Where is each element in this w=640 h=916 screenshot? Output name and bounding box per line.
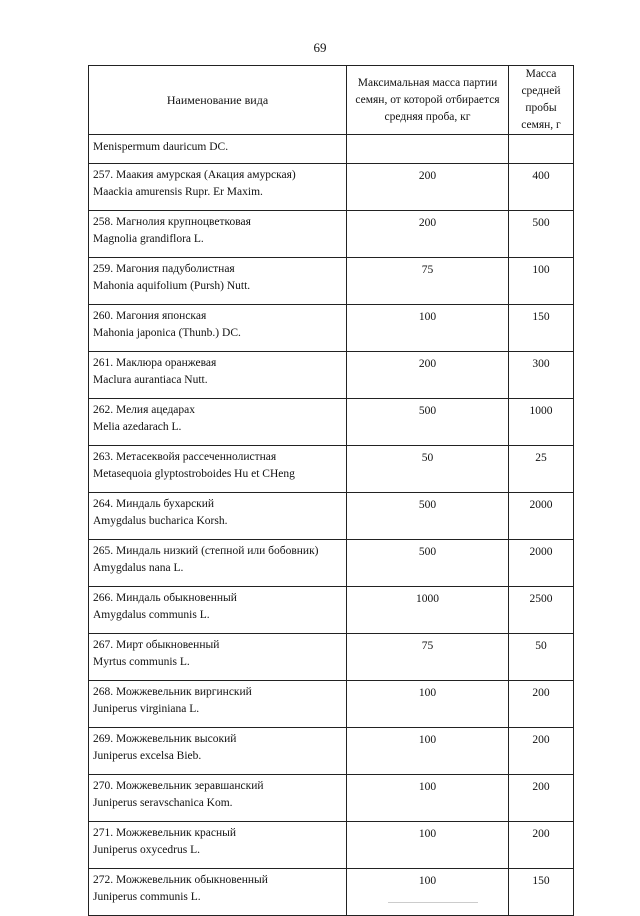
max-batch-mass-cell: 75: [347, 258, 509, 305]
species-name-cell: [89, 135, 347, 164]
species-name-ru: 257. Маакия амурская (Акация амурская): [93, 169, 296, 181]
species-name-cell: [89, 446, 347, 493]
species-name-cell: [89, 728, 347, 775]
species-name-cell: [89, 493, 347, 540]
sample-mass-cell: 1000: [509, 399, 574, 446]
scan-mark: [388, 902, 478, 903]
species-name-lat: Juniperus excelsa Bieb.: [93, 750, 202, 762]
species-name-ru: 265. Миндаль низкий (степной или бобовник): [93, 545, 319, 557]
species-name-cell: [89, 305, 347, 352]
species-name-lat: Juniperus seravschanica Kom.: [93, 797, 233, 809]
sample-mass-cell: 150: [509, 305, 574, 352]
species-name-ru: 260. Магония японская: [93, 310, 207, 322]
table-row: [89, 540, 574, 587]
header-sample-mass: Масса средней пробы семян, г: [509, 66, 574, 135]
max-batch-mass-cell: 100: [347, 775, 509, 822]
seed-sampling-table: [88, 65, 574, 916]
species-name-lat: Magnolia grandiflora L.: [93, 233, 204, 245]
max-batch-mass-cell: [347, 135, 509, 164]
species-name-ru: 263. Метасеквойя рассеченнолистная: [93, 451, 277, 463]
species-name-ru: 270. Можжевельник зеравшанский: [93, 780, 264, 792]
sample-mass-cell: 50: [509, 634, 574, 681]
sample-mass-cell: 200: [509, 775, 574, 822]
table-row: [89, 135, 574, 164]
table-row: [89, 399, 574, 446]
species-name-ru: 268. Можжевельник виргинский: [93, 686, 252, 698]
table-header-row: [89, 66, 574, 135]
species-name-lat: Melia azedarach L.: [93, 421, 182, 433]
table-body: [89, 135, 574, 916]
max-batch-mass-cell: 1000: [347, 587, 509, 634]
species-name-cell: [89, 211, 347, 258]
sample-mass-cell: 200: [509, 822, 574, 869]
species-name-cell: [89, 587, 347, 634]
table-row: [89, 305, 574, 352]
sample-mass-cell: 300: [509, 352, 574, 399]
species-name-lat: Amygdalus nana L.: [93, 562, 184, 574]
table-row: [89, 446, 574, 493]
species-name-cell: [89, 634, 347, 681]
max-batch-mass-cell: 75: [347, 634, 509, 681]
species-name-cell: [89, 352, 347, 399]
table-row: [89, 352, 574, 399]
sample-mass-cell: 2000: [509, 493, 574, 540]
species-name-ru: 266. Миндаль обыкновенный: [93, 592, 237, 604]
species-name-ru: 264. Миндаль бухарский: [93, 498, 215, 510]
species-name-lat: Juniperus communis L.: [93, 891, 201, 903]
sample-mass-cell: 2000: [509, 540, 574, 587]
table-row: [89, 869, 574, 916]
table-row: [89, 775, 574, 822]
species-name-cell: [89, 164, 347, 211]
species-name-lat: Amygdalus bucharica Korsh.: [93, 515, 228, 527]
max-batch-mass-cell: 100: [347, 728, 509, 775]
max-batch-mass-cell: 500: [347, 493, 509, 540]
max-batch-mass-cell: 500: [347, 399, 509, 446]
species-name-lat: Mahonia japonica (Thunb.) DC.: [93, 327, 241, 339]
header-species-name: Наименование вида: [89, 66, 347, 135]
species-name-cell: [89, 775, 347, 822]
max-batch-mass-cell: 500: [347, 540, 509, 587]
species-name-cell: [89, 822, 347, 869]
table-row: [89, 634, 574, 681]
table-row: [89, 681, 574, 728]
species-name-lat: Juniperus oxycedrus L.: [93, 844, 200, 856]
table-row: [89, 164, 574, 211]
species-name-lat: Maackia amurensis Rupr. Er Maxim.: [93, 186, 263, 198]
max-batch-mass-cell: 200: [347, 164, 509, 211]
table-row: [89, 728, 574, 775]
species-name-ru: 258. Магнолия крупноцветковая: [93, 216, 251, 228]
sample-mass-cell: 200: [509, 681, 574, 728]
species-name-lat: Maclura aurantiaca Nutt.: [93, 374, 208, 386]
species-name-ru: 262. Мелия ацедарах: [93, 404, 196, 416]
sample-mass-cell: 100: [509, 258, 574, 305]
sample-mass-cell: 25: [509, 446, 574, 493]
sample-mass-cell: 2500: [509, 587, 574, 634]
page-number: 69: [313, 40, 327, 55]
sample-mass-cell: 500: [509, 211, 574, 258]
species-name-cell: [89, 399, 347, 446]
sample-mass-cell: 150: [509, 869, 574, 916]
species-name-lat: Menispermum dauricum DC.: [93, 141, 229, 153]
max-batch-mass-cell: 100: [347, 681, 509, 728]
max-batch-mass-cell: 100: [347, 869, 509, 916]
species-name-ru: 271. Можжевельник красный: [93, 827, 237, 839]
max-batch-mass-cell: 200: [347, 352, 509, 399]
header-max-batch-mass: Максимальная масса партии семян, от которой отбирается средняя проба, кг: [347, 66, 509, 135]
species-name-lat: Myrtus communis L.: [93, 656, 190, 668]
species-name-ru: 267. Мирт обыкновенный: [93, 639, 220, 651]
table-row: [89, 493, 574, 540]
species-name-cell: [89, 258, 347, 305]
max-batch-mass-cell: 100: [347, 305, 509, 352]
species-name-ru: 272. Можжевельник обыкновенный: [93, 874, 268, 886]
table-row: [89, 258, 574, 305]
table-row: [89, 822, 574, 869]
sample-mass-cell: 200: [509, 728, 574, 775]
sample-mass-cell: [509, 135, 574, 164]
species-name-cell: [89, 869, 347, 916]
max-batch-mass-cell: 100: [347, 822, 509, 869]
table-row: [89, 587, 574, 634]
species-name-ru: 269. Можжевельник высокий: [93, 733, 237, 745]
species-name-lat: Metasequoia glyptostroboides Hu et CHeng: [93, 468, 295, 480]
max-batch-mass-cell: 50: [347, 446, 509, 493]
max-batch-mass-cell: 200: [347, 211, 509, 258]
table-row: [89, 211, 574, 258]
species-name-ru: 261. Маклюра оранжевая: [93, 357, 217, 369]
species-name-lat: Amygdalus communis L.: [93, 609, 210, 621]
species-name-cell: [89, 681, 347, 728]
species-name-lat: Mahonia aquifolium (Pursh) Nutt.: [93, 280, 251, 292]
species-name-ru: 259. Магония падуболистная: [93, 263, 235, 275]
sample-mass-cell: 400: [509, 164, 574, 211]
species-name-cell: [89, 540, 347, 587]
species-name-lat: Juniperus virginiana L.: [93, 703, 200, 715]
